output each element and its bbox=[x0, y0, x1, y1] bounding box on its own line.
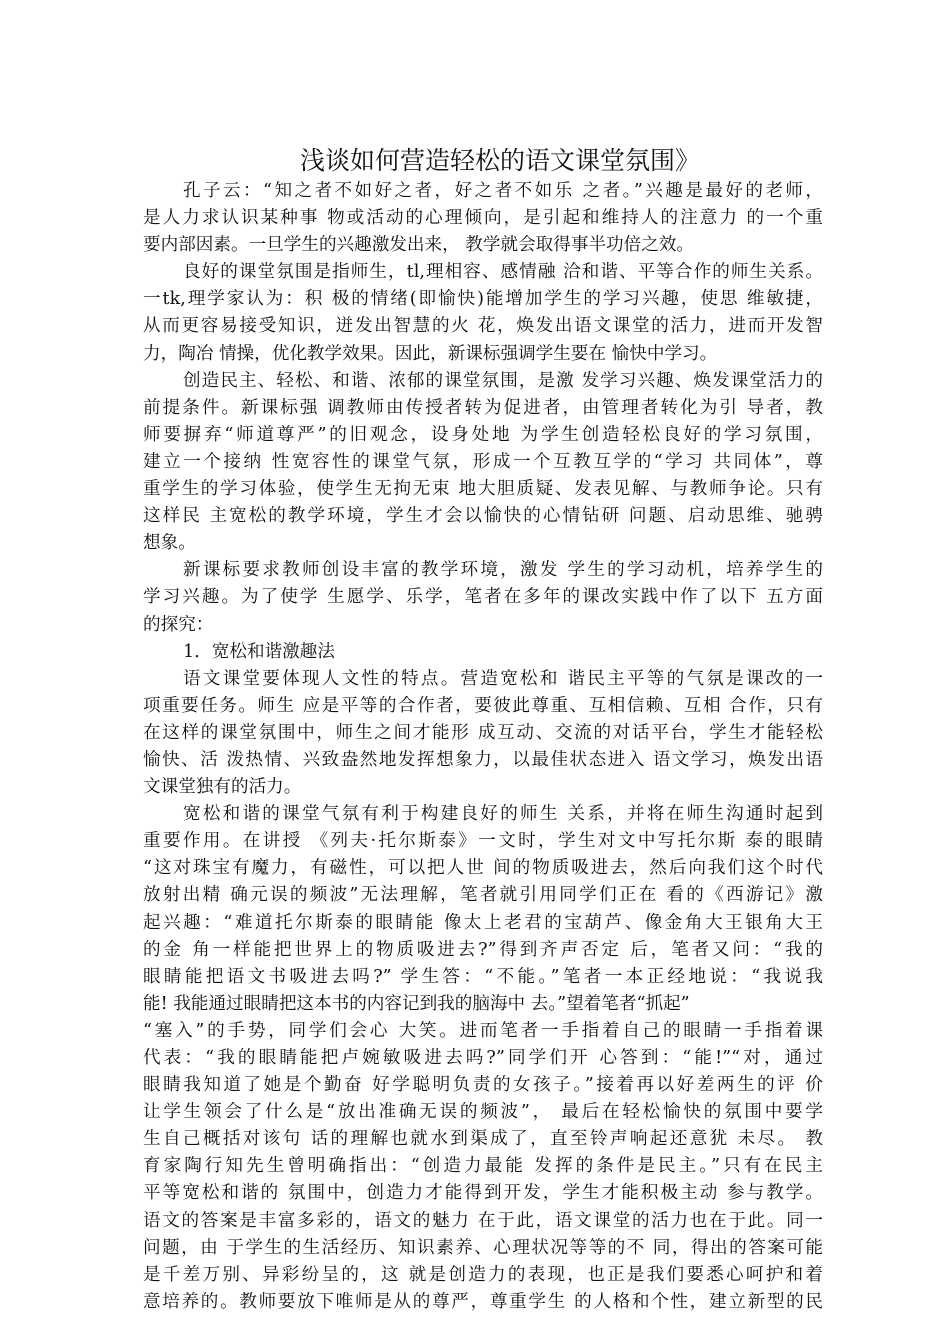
text-line: 的金 角一样能把世界上的物质吸进去?”得到齐声否定 后，笔者又问：“我的 bbox=[143, 939, 823, 960]
text-line: 项重要任务。师生 应是平等的合作者，要彼此尊重、互相信赖、互相 合作，只有 bbox=[143, 695, 823, 716]
text-line: 学习兴趣。为了使学 生愿学、乐学，笔者在多年的课改实践中作了以下 五方面 bbox=[143, 587, 823, 608]
text-line: 从而更容易接受知识，迸发出智慧的火 花，焕发出语文课堂的活力，进而开发智 bbox=[143, 316, 823, 337]
text-line: 建立一个接纳 性宽容性的课堂气氛，形成一个互教互学的“学习 共同体”，尊 bbox=[143, 451, 823, 472]
text-line: 代表：“我的眼睛能把卢婉敏吸进去吗?”同学们开 心答到：“能!”“对，通过 bbox=[143, 1048, 823, 1068]
section-heading: 1．宽松和谐激趣法 bbox=[183, 641, 335, 662]
text-line: 要内部因素。一旦学生的兴趣激发出来， 教学就会取得事半功倍之效。 bbox=[143, 235, 695, 256]
text-line: 意培养的。教师要放下唯师是从的尊严，尊重学生 的人格和个性，建立新型的民 bbox=[143, 1291, 823, 1312]
text-line: 起兴趣：“难道托尔斯泰的眼睛能 像太上老君的宝葫芦、像金角大王银角大王 bbox=[143, 912, 823, 933]
text-line: 力，陶冶 情操，优化教学效果。因此，新课标强调学生要在 愉快中学习。 bbox=[143, 343, 718, 364]
text-line: “塞入”的手势，同学们会心 大笑。进而笔者一手指着自己的眼睛一手指着课 bbox=[143, 1020, 823, 1041]
document-body bbox=[143, 178, 823, 1316]
text-line: 重要作用。在讲授 《列夫·托尔斯泰》一文时，学生对文中写托尔斯 泰的眼睛 bbox=[143, 831, 823, 852]
document-title: 浅谈如何营造轻松的语文课堂氛围》 bbox=[299, 146, 700, 175]
text-line: 的探究： bbox=[143, 614, 214, 635]
text-line: 眼睛能把语文书吸进去吗?” 学生答：“不能。”笔者一本正经地说：“我说我 bbox=[143, 966, 823, 987]
text-line: 创造民主、轻松、和谐、浓郁的课堂氛围，是激 发学习兴趣、焕发课堂活力的 bbox=[183, 370, 823, 391]
text-line: 良好的课堂氛围是指师生，tl,理相容、感情融 洽和谐、平等合作的师生关系。 bbox=[183, 262, 823, 283]
text-line: 在这样的课堂氛围中，师生之间才能形 成互动、交流的对话平台，学生才能轻松 bbox=[143, 722, 823, 743]
text-line: 重学生的学习体验，使学生无拘无束 地大胆质疑、发表见解、与教师争论。只有 bbox=[143, 479, 823, 500]
text-line: 育家陶行知先生曾明确指出：“创造力最能 发挥的条件是民主。”只有在民主 bbox=[143, 1156, 823, 1177]
text-line: 语文课堂要体现人文性的特点。营造宽松和 谐民主平等的气氛是课改的一 bbox=[183, 668, 823, 689]
text-line: “这对珠宝有魔力，有磁性，可以把人世 间的物质吸进去，然后向我们这个时代 bbox=[143, 858, 823, 879]
text-line: 新课标要求教师创设丰富的教学环境，激发 学生的学习动机，培养学生的 bbox=[183, 560, 823, 581]
text-line: 能! 我能通过眼睛把这本书的内容记到我的脑海中 去。”望着笔者“抓起” bbox=[143, 993, 690, 1014]
text-line: 这样民 主宽松的教学环境，学生才会以愉快的心情钻研 问题、启动思维、驰骋 bbox=[143, 506, 823, 527]
text-line: 文课堂独有的活力。 bbox=[143, 777, 302, 798]
text-line: 生自己概括对该句 话的理解也就水到渠成了，直至铃声响起还意犹 未尽。 教 bbox=[143, 1129, 823, 1150]
text-line: 想象。 bbox=[143, 533, 196, 554]
text-line: 平等宽松和谐的 氛围中，创造力才能得到开发，学生才能积极主动 参与教学。 bbox=[143, 1183, 823, 1204]
text-line: 让学生领会了什么是“放出准确无误的频波”， 最后在轻松愉快的氛围中要学 bbox=[143, 1102, 823, 1123]
text-line: 愉快、活 泼热情、兴致盎然地发挥想象力，以最佳状态进入 语文学习，焕发出语 bbox=[143, 749, 823, 770]
text-line: 一tk,理学家认为：积 极的情绪(即愉快)能增加学生的学习兴趣，使思 维敏捷， bbox=[143, 289, 823, 310]
text-line: 眼睛我知道了她是个勤奋 好学聪明负责的女孩子。”接着再以好差两生的评 价 bbox=[143, 1075, 823, 1096]
text-line: 前提条件。新课标强 调教师由传授者转为促进者，由管理者转化为引 导者，教 bbox=[143, 397, 823, 418]
text-line: 师要摒弃“师道尊严”的旧观念，设身处地 为学生创造轻松良好的学习氛围， bbox=[143, 424, 823, 445]
text-line: 是千差万别、异彩纷呈的，这 就是创造力的表现，也正是我们要悉心呵护和着 bbox=[143, 1264, 823, 1285]
text-line: 语文的答案是丰富多彩的，语文的魅力 在于此，语文课堂的活力也在于此。同一 bbox=[143, 1210, 823, 1231]
text-line: 宽松和谐的课堂气氛有利于构建良好的师生 关系，并将在师生沟通时起到 bbox=[183, 804, 823, 825]
text-line: 放射出精 确元误的频波”无法理解，笔者就引用同学们正在 看的《西游记》激 bbox=[143, 885, 823, 906]
text-line: 是人力求认识某种事 物或活动的心理倾向，是引起和维持人的注意力 的一个重 bbox=[143, 208, 823, 229]
text-line: 问题，由 于学生的生活经历、知识素养、心理状况等等的不 同，得出的答案可能 bbox=[143, 1237, 823, 1258]
text-line: 孔子云：“知之者不如好之者，好之者不如乐 之者。”兴趣是最好的老师， bbox=[183, 181, 823, 201]
